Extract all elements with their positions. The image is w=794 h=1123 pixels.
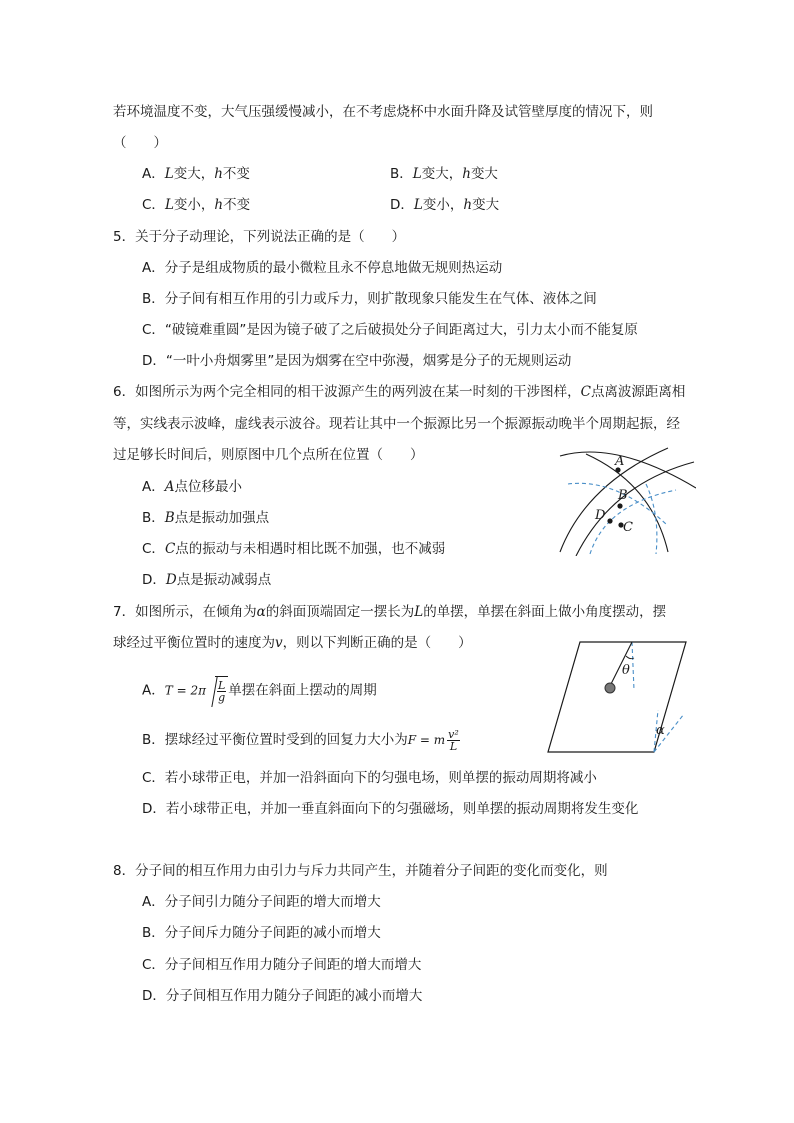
- theta-label: θ: [622, 663, 630, 678]
- interference-pattern-figure: [556, 444, 696, 556]
- q7-stem-line2: 球经过平衡位置时的速度为v，则以下判断正确的是（ ）: [113, 635, 472, 651]
- label-c: C: [623, 520, 633, 535]
- q6-stem-line1: 6．如图所示为两个完全相同的相干波源产生的两列波在某一时刻的干涉图样，C点离波源距离相: [113, 384, 686, 400]
- q5-option-b: B．分子间有相互作用的引力或斥力，则扩散现象只能发生在气体、液体之间: [142, 291, 597, 307]
- q7-option-c: C．若小球带正电，并加一沿斜面向下的匀强电场，则单摆的振动周期将减小: [142, 770, 597, 786]
- q5-option-c: C．“破镜难重圆”是因为镜子破了之后破损处分子间距离过大，引力太小而不能复原: [142, 322, 638, 338]
- q4-option-a: A．L变大，h不变: [142, 166, 250, 182]
- alpha-label: α: [656, 723, 665, 738]
- trough-arc-3: [646, 484, 657, 554]
- crest-arc-right-inner: [586, 454, 668, 552]
- q6-stem-line3: 过足够长时间后，则原图中几个点所在位置（ ）: [113, 447, 424, 463]
- pivot-vertical-dashed: [632, 642, 634, 690]
- crest-arc-left-inner: [576, 462, 694, 556]
- incline-plane: [548, 642, 686, 752]
- q7-stem-line1: 7．如图所示，在倾角为α的斜面顶端固定一摆长为L的单摆，单摆在斜面上做小角度摆动，摆: [113, 604, 667, 620]
- sqrt-symbol: $\frac{L}{g}$: [206, 676, 228, 705]
- q7-option-a: A．T = 2π $\frac{L}{g}$ 单摆在斜面上摆动的周期: [142, 676, 377, 705]
- q4-stem: 若环境温度不变，大气压强缓慢减小，在不考虑烧杯中水面升降及试管壁厚度的情况下，则: [113, 104, 653, 120]
- q8-option-a: A．分子间引力随分子间距的增大而增大: [142, 894, 381, 910]
- q8-option-d: D．分子间相互作用力随分子间距的减小而增大: [142, 988, 423, 1004]
- q6-stem-line2: 等，实线表示波峰，虚线表示波谷。现若让其中一个振源比另一个振源振动晚半个周期起振，经: [113, 416, 680, 432]
- incline-pendulum-figure: [546, 640, 688, 754]
- q6-option-d: D．D点是振动减弱点: [142, 572, 272, 588]
- q8-option-c: C．分子间相互作用力随分子间距的增大而增大: [142, 957, 422, 973]
- q8-option-b: B．分子间斥力随分子间距的减小而增大: [142, 925, 381, 941]
- q4-option-d: D．L变小，h变大: [390, 197, 500, 213]
- q6-option-c: C．C点的振动与未相遇时相比既不加强，也不减弱: [142, 541, 446, 557]
- q6-option-a: A．A点位移最小: [142, 479, 242, 495]
- point-b-dot: [617, 503, 622, 508]
- q5-option-d: D．“一叶小舟烟雾里”是因为烟雾在空中弥漫，烟雾是分子的无规则运动: [142, 353, 572, 369]
- label-a: A: [615, 454, 625, 469]
- q8-stem: 8．分子间的相互作用力由引力与斥力共同产生，并随着分子间距的变化而变化，则: [113, 863, 608, 879]
- label-b: B: [618, 488, 628, 503]
- point-d-dot: [607, 518, 612, 523]
- q7-option-b: B．摆球经过平衡位置时受到的回复力大小为F = m $\frac{\text{v²}}{L}$: [142, 727, 459, 753]
- trough-arc-1: [568, 483, 666, 524]
- q4-option-b: B．L变大，h变大: [390, 166, 498, 182]
- pendulum-bob: [605, 683, 615, 693]
- label-d: D: [595, 508, 606, 523]
- q5-option-a: A．分子是组成物质的最小微粒且永不停息地做无规则热运动: [142, 260, 503, 276]
- q4-option-c: C．L变小，h不变: [142, 197, 251, 213]
- q6-option-b: B．B点是振动加强点: [142, 510, 270, 526]
- q7-option-d: D．若小球带正电，并加一垂直斜面向下的匀强磁场，则单摆的振动周期将发生变化: [142, 801, 639, 817]
- q4-paren: （ ）: [113, 135, 167, 151]
- q5-stem: 5．关于分子动理论，下列说法正确的是（ ）: [113, 229, 406, 245]
